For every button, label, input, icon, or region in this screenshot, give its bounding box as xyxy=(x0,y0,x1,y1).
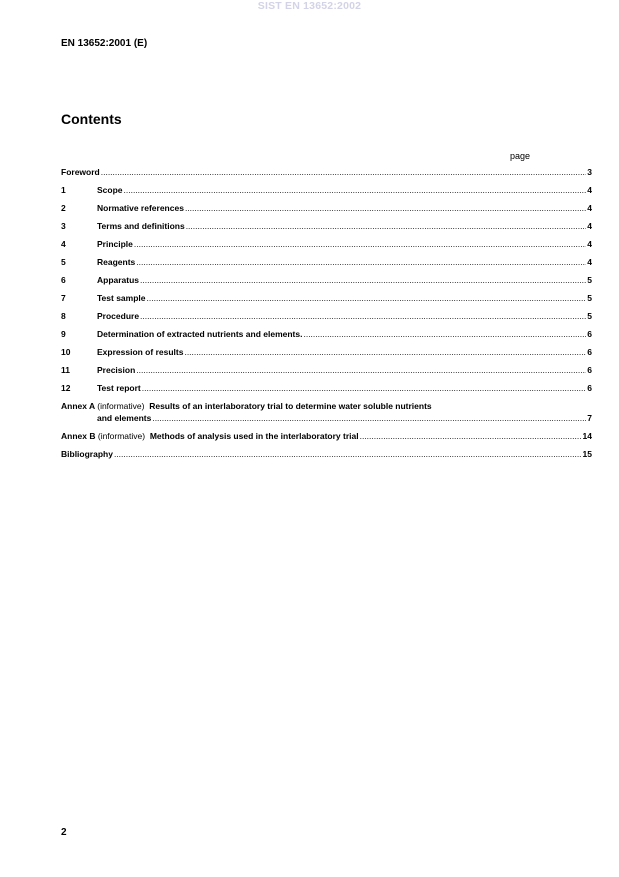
dot-leader xyxy=(184,346,586,358)
toc-entry-section[interactable] xyxy=(61,238,592,250)
dot-leader xyxy=(124,184,587,196)
toc-entry-section[interactable] xyxy=(61,328,592,340)
toc-entry-section[interactable] xyxy=(61,256,592,268)
annex-label: Annex A xyxy=(61,401,95,411)
toc-entry-number: 10 xyxy=(61,347,71,357)
toc-entry-page: 4 xyxy=(587,203,592,213)
dot-leader xyxy=(136,364,586,376)
toc-entry-annex-a[interactable] xyxy=(61,400,592,424)
toc-entry-page: 5 xyxy=(587,311,592,321)
toc-entry-section[interactable] xyxy=(61,310,592,322)
toc-entry-section[interactable] xyxy=(61,220,592,232)
dot-leader xyxy=(303,328,586,340)
annex-title: Methods of analysis used in the interlaboratory trial xyxy=(149,431,359,441)
toc-entry-title: Precision xyxy=(97,365,136,375)
dot-leader xyxy=(147,292,587,304)
page-number: 2 xyxy=(61,827,67,838)
dot-leader xyxy=(101,166,587,178)
toc-entry-annex-b[interactable] xyxy=(61,430,592,442)
toc-entry-number: 3 xyxy=(61,221,66,231)
toc-entry-section[interactable] xyxy=(61,346,592,358)
toc-entry-section[interactable] xyxy=(61,184,592,196)
dot-leader xyxy=(186,220,587,232)
toc-entry-page: 14 xyxy=(582,431,592,441)
toc-entry-title: Scope xyxy=(97,185,123,195)
toc-entry-number: 6 xyxy=(61,275,66,285)
toc-entry-number: 2 xyxy=(61,203,66,213)
toc-entry-title: Terms and definitions xyxy=(97,221,185,231)
toc-entry-page: 7 xyxy=(587,413,592,423)
toc-entry-section[interactable] xyxy=(61,274,592,286)
toc-entry-number: 1 xyxy=(61,185,66,195)
toc-entry-number: 5 xyxy=(61,257,66,267)
annex-label: Annex B xyxy=(61,431,96,441)
toc-entry-page: 4 xyxy=(587,239,592,249)
toc-entry-title: Test sample xyxy=(97,293,146,303)
toc-entry-page: 4 xyxy=(587,257,592,267)
toc-entry-number: 4 xyxy=(61,239,66,249)
toc-entry-page: 3 xyxy=(587,167,592,177)
toc-entry-page: 5 xyxy=(587,293,592,303)
page-title: Contents xyxy=(61,111,122,127)
toc-entry-section[interactable] xyxy=(61,364,592,376)
toc-entry-number: 12 xyxy=(61,383,71,393)
toc-entry-section[interactable] xyxy=(61,382,592,394)
page-column-heading: page xyxy=(510,151,531,161)
toc-entry-number: 9 xyxy=(61,329,66,339)
toc-entry-title: Normative references xyxy=(97,203,184,213)
dot-leader xyxy=(140,274,586,286)
dot-leader xyxy=(114,448,582,460)
dot-leader xyxy=(136,256,586,268)
toc-entry-title: Procedure xyxy=(97,311,140,321)
toc-entry-title: Expression of results xyxy=(97,347,184,357)
dot-leader xyxy=(152,412,586,424)
toc-entry-page: 4 xyxy=(587,185,592,195)
toc-entry-number: 8 xyxy=(61,311,66,321)
toc-entry-title: Test report xyxy=(97,383,141,393)
toc-entry-title: Principle xyxy=(97,239,133,249)
dot-leader xyxy=(360,430,582,442)
toc-entry-number: 7 xyxy=(61,293,66,303)
annex-title: Results of an interlaboratory trial to determine water soluble nutrients xyxy=(149,401,432,411)
toc-entry-bibliography[interactable] xyxy=(61,448,592,460)
toc-entry-page: 15 xyxy=(582,449,592,459)
dot-leader xyxy=(185,202,586,214)
toc-entry-page: 6 xyxy=(587,347,592,357)
watermark: SIST EN 13652:2002 xyxy=(257,0,362,12)
table-of-contents xyxy=(61,166,592,466)
toc-entry-page: 6 xyxy=(587,365,592,375)
toc-entry-page: 4 xyxy=(587,221,592,231)
document-id: EN 13652:2001 (E) xyxy=(61,38,148,49)
dot-leader xyxy=(134,238,586,250)
toc-entry-page: 6 xyxy=(587,383,592,393)
annex-type: (informative) xyxy=(97,401,145,411)
toc-entry-foreword[interactable] xyxy=(61,166,592,178)
toc-entry-section[interactable] xyxy=(61,202,592,214)
toc-entry-page: 6 xyxy=(587,329,592,339)
toc-entry-title: Bibliography xyxy=(61,449,113,459)
toc-entry-title: Apparatus xyxy=(97,275,140,285)
toc-entry-title: Determination of extracted nutrients and elements. xyxy=(97,329,303,339)
toc-entry-title: Foreword xyxy=(61,167,100,177)
dot-leader xyxy=(140,310,586,322)
toc-sections xyxy=(61,184,592,394)
annex-title-continued: and elements xyxy=(97,413,152,423)
toc-entry-page: 5 xyxy=(587,275,592,285)
annex-type: (informative) xyxy=(97,431,146,441)
toc-entry-title: Reagents xyxy=(97,257,136,267)
toc-entry-section[interactable] xyxy=(61,292,592,304)
dot-leader xyxy=(142,382,586,394)
toc-entry-number: 11 xyxy=(61,365,70,375)
